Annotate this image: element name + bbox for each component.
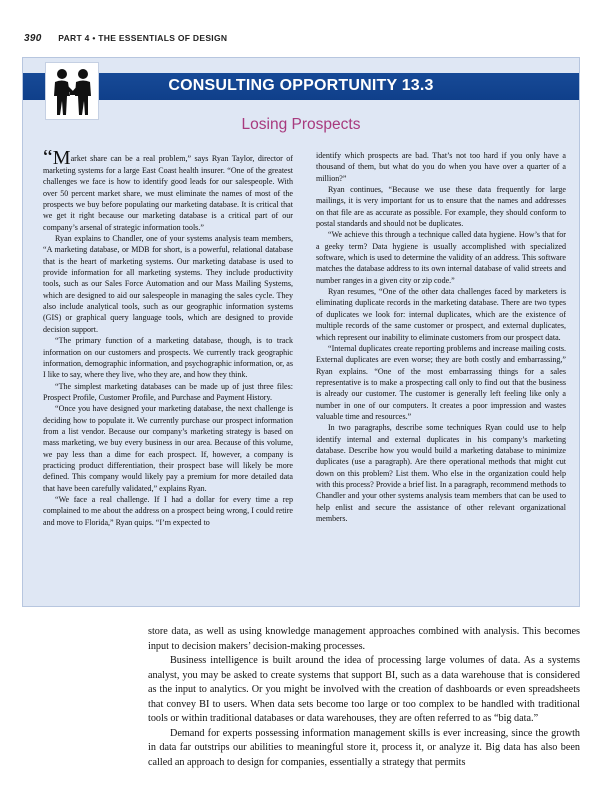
case-subtitle: Losing Prospects [241,116,361,133]
case-paragraph: “Once you have designed your marketing database, the next challenge is deciding how to populate it. We currently purchase our prospect information from a list vendor. Because our company’s marketing strategy is based on mass marketing, we buy every business in our area. Because of this volume, we pay less than a dime for each prospect. If, however, a company is practicing product differentiation, their prospect base will likely be more defined. This company would likely pay a premium for more detailed data that have been carefully validated,” explains Ryan. [43,404,293,493]
body-paragraph: store data, as well as using knowledge management approaches combined with analysis. This becomes input to decision makers’ decision-making processes. [148,626,580,652]
open-quote: “ [43,150,53,169]
case-paragraph: “The primary function of a marketing database, though, is to track information on our customers and prospects. We currently track geographic information, demographic information, and psychographic information, or, as I like to say, where they live, who they are, and how they think. [43,336,293,380]
case-paragraph: “Internal duplicates create reporting problems and increase mailing costs. External duplicates are even worse; they are both costly and embarrassing,” Ryan explains. “One of the most embarrassing things for a sales representative is to make a prospecting call only to find out that the business is already our customer. The customer is generally left feeling like only a number in one of our computers. It creates a poor impression and wastes valuable time and resources.” [316,343,566,421]
body-paragraph: Demand for experts possessing information management skills is ever increasing, since the growth in data far outstrips our abilities to meaningful store it, process it, or analyze it. Big data has also been called an approach to design for companies, essentially a strategy that permits [148,727,580,768]
case-paragraph: identify which prospects are bad. That’s not too hard if you only have a thousand of them, but what do you do when you have over a quarter of a million?” [316,151,566,183]
case-paragraph: Ryan resumes, “One of the other data challenges faced by marketers is eliminating duplicate records in the marketing database. There are two types of duplicates we look for: internal duplicates, which are the existence of multiple records of the same customer or prospect, and external duplicates, which represent our inability to eliminate customers from our prospect data. [316,287,566,342]
body-paragraph: Business intelligence is built around the idea of processing large volumes of data. As a systems analyst, you may be asked to create systems that support BI, such as a data warehouse that is considered as the input to analytics. Or you might be involved with the creation of dashboards or even spreadsheets that convey BI to users. When data sets become too large or too complex to be handled with traditional tools or within traditional databases or data warehouses, they are often referred to as “big data.” [148,655,580,724]
two-people-handshake-icon [45,62,99,120]
main-body-text [148,625,580,770]
case-right-column [316,150,566,597]
drop-letter: M [52,150,71,169]
case-paragraph: In two paragraphs, describe some techniques Ryan could use to help identify internal and external duplicates in his company’s marketing database. Describe how you would build a marketing database to minimize duplicates (use a paragraph). Are there operational methods that might cut down on this problem? List them. Who else in the organization could help with this process? Provide a brief list. In a paragraph, recommend methods to Chandler and your other systems analysis team members that can be used to help enlist and secure the assistance of other relevant organizational members. [316,423,566,523]
case-paragraph: Ryan explains to Chandler, one of your systems analysis team members, “A marketing database, or MDB for short, is a powerful, relational database that is the heart of marketing systems. Our marketing database is used to provide information for all marketing systems. They include productivity tools, such as our Sales Force Automation and our Mass Mailing Systems, which are designed to aid our salespeople in managing the sales cycle. They also include analytical tools, such as our geographic information systems (GIS) or graphical query language tools, which are designed to provide decision support. [43,234,293,334]
case-paragraph: “We face a real challenge. If I had a dollar for every time a rep complained to me about the address on a prospect being wrong, I could retire and move to Florida,” Ryan quips. “I’m expected to [43,494,293,527]
case-paragraph [43,150,293,233]
case-paragraph: “We achieve this through a technique called data hygiene. How’s that for a geeky term? Data hygiene is usually accomplished with specialized software, which is used to determine the validity of an address. This software matches the database address to its own internal database of valid streets and number ranges in a given city or zip code.” [316,230,566,285]
case-paragraph: “The simplest marketing databases can be made up of just three files: Prospect Profile, Customer Profile, and Purchase and Payment History. [43,381,293,402]
case-left-column [43,150,293,597]
page-number: 390 [24,33,42,44]
case-paragraph: Ryan continues, “Because we use these data frequently for large mailings, it is very important for us to ensure that the names and addresses on that file are as accurate as possible. For example, they should conform to postal standards and should not be duplicates. [316,185,566,229]
banner [23,73,579,100]
running-head [24,33,227,44]
part-label: PART 4 • THE ESSENTIALS OF DESIGN [58,33,228,43]
banner-title: CONSULTING OPPORTUNITY 13.3 [168,77,434,94]
case-paragraph-text: arket share can be a real problem,” says Ryan Taylor, director of marketing systems for a large East Coast health insurer. “One of the greatest challenges we face is how to identify good leads for our salespeople. With over 50 percent market share, we must eliminate the names of most of the prospects we buy before populating our marketing database. It is critical that we get it right because our marketing database is a critical part of our company’s arsenal of strategic information tools.” [43,154,293,232]
consulting-opportunity-box [22,57,580,607]
